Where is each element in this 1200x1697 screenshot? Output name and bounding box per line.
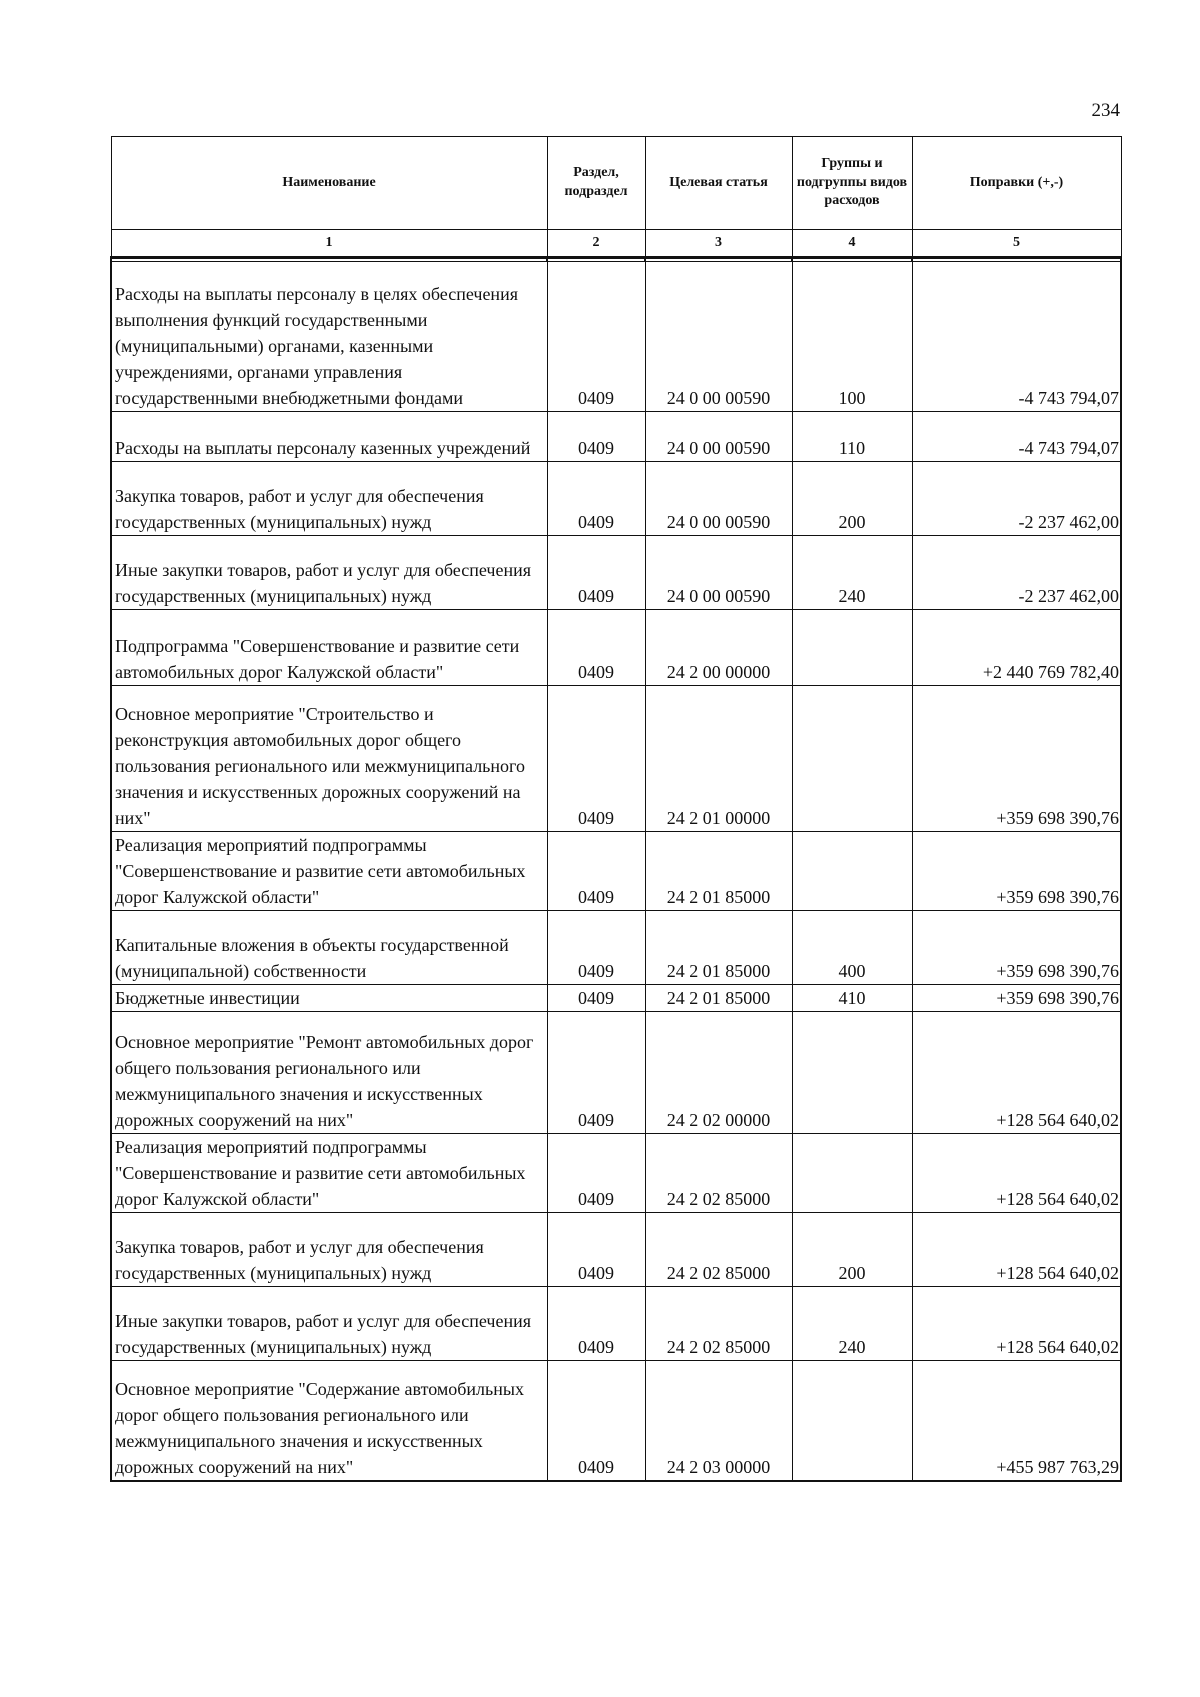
column-number: 2 bbox=[547, 230, 645, 258]
row-group bbox=[792, 1134, 912, 1213]
header-amount: Поправки (+,-) bbox=[912, 137, 1121, 230]
row-amount: +359 698 390,76 bbox=[912, 911, 1121, 985]
column-number: 4 bbox=[792, 230, 912, 258]
row-name: Расходы на выплаты персоналу в целях обеспечения выполнения функций государственными (муниципальными) органами, казенными учреждениями, органами управления государственными внебюджетными фондами bbox=[111, 262, 547, 412]
row-name: Основное мероприятие "Содержание автомобильных дорог общего пользования регионального или межмуниципального значения и искусственных дорожных сооружений на них" bbox=[111, 1361, 547, 1481]
table-row bbox=[111, 1213, 1121, 1287]
row-section: 0409 bbox=[547, 686, 645, 832]
table-row bbox=[111, 911, 1121, 985]
row-name: Расходы на выплаты персоналу казенных учреждений bbox=[111, 412, 547, 462]
row-name: Основное мероприятие "Строительство и реконструкция автомобильных дорог общего пользования регионального или межмуниципального значения и искусственных дорожных сооружений на них" bbox=[111, 686, 547, 832]
row-name: Реализация мероприятий подпрограммы "Совершенствование и развитие сети автомобильных дорог Калужской области" bbox=[111, 1134, 547, 1213]
row-name: Капитальные вложения в объекты государственной (муниципальной) собственности bbox=[111, 911, 547, 985]
row-amount: +359 698 390,76 bbox=[912, 686, 1121, 832]
row-group: 240 bbox=[792, 1287, 912, 1361]
row-group: 410 bbox=[792, 985, 912, 1012]
table-row bbox=[111, 1134, 1121, 1213]
row-target: 24 0 00 00590 bbox=[645, 536, 792, 610]
row-target: 24 2 00 00000 bbox=[645, 610, 792, 686]
budget-amendments-table bbox=[110, 136, 1122, 1482]
row-target: 24 2 02 00000 bbox=[645, 1012, 792, 1134]
row-amount: +128 564 640,02 bbox=[912, 1134, 1121, 1213]
table-row bbox=[111, 462, 1121, 536]
table-row bbox=[111, 1287, 1121, 1361]
row-amount: +128 564 640,02 bbox=[912, 1287, 1121, 1361]
table-row bbox=[111, 262, 1121, 412]
row-amount: +128 564 640,02 bbox=[912, 1213, 1121, 1287]
row-section: 0409 bbox=[547, 412, 645, 462]
row-amount: +2 440 769 782,40 bbox=[912, 610, 1121, 686]
row-name: Иные закупки товаров, работ и услуг для обеспечения государственных (муниципальных) нужд bbox=[111, 536, 547, 610]
row-amount: +455 987 763,29 bbox=[912, 1361, 1121, 1481]
row-target: 24 2 01 85000 bbox=[645, 911, 792, 985]
row-amount: +359 698 390,76 bbox=[912, 832, 1121, 911]
table-row bbox=[111, 412, 1121, 462]
row-name: Основное мероприятие "Ремонт автомобильных дорог общего пользования регионального или межмуниципального значения и искусственных дорожных сооружений на них" bbox=[111, 1012, 547, 1134]
header-group: Группы и подгруппы видов расходов bbox=[792, 137, 912, 230]
row-name: Закупка товаров, работ и услуг для обеспечения государственных (муниципальных) нужд bbox=[111, 462, 547, 536]
row-target: 24 2 01 85000 bbox=[645, 985, 792, 1012]
row-amount: +359 698 390,76 bbox=[912, 985, 1121, 1012]
row-group bbox=[792, 832, 912, 911]
row-section: 0409 bbox=[547, 985, 645, 1012]
row-amount: -2 237 462,00 bbox=[912, 462, 1121, 536]
row-target: 24 2 01 85000 bbox=[645, 832, 792, 911]
row-section: 0409 bbox=[547, 610, 645, 686]
table-header-row bbox=[111, 137, 1121, 230]
row-section: 0409 bbox=[547, 1134, 645, 1213]
row-section: 0409 bbox=[547, 1213, 645, 1287]
row-group bbox=[792, 686, 912, 832]
table-row bbox=[111, 610, 1121, 686]
row-section: 0409 bbox=[547, 1361, 645, 1481]
row-target: 24 2 02 85000 bbox=[645, 1287, 792, 1361]
row-section: 0409 bbox=[547, 1012, 645, 1134]
row-name: Реализация мероприятий подпрограммы "Совершенствование и развитие сети автомобильных дорог Калужской области" bbox=[111, 832, 547, 911]
row-target: 24 0 00 00590 bbox=[645, 462, 792, 536]
row-target: 24 2 03 00000 bbox=[645, 1361, 792, 1481]
table-row bbox=[111, 686, 1121, 832]
row-section: 0409 bbox=[547, 911, 645, 985]
column-numbers-row bbox=[111, 230, 1121, 258]
row-section: 0409 bbox=[547, 462, 645, 536]
row-name: Подпрограмма "Совершенствование и развитие сети автомобильных дорог Калужской области" bbox=[111, 610, 547, 686]
table-body bbox=[111, 258, 1121, 1481]
header-name: Наименование bbox=[111, 137, 547, 230]
column-number: 3 bbox=[645, 230, 792, 258]
row-section: 0409 bbox=[547, 536, 645, 610]
row-section: 0409 bbox=[547, 832, 645, 911]
header-target: Целевая статья bbox=[645, 137, 792, 230]
row-group: 400 bbox=[792, 911, 912, 985]
header-section: Раздел, подраздел bbox=[547, 137, 645, 230]
table-row bbox=[111, 536, 1121, 610]
row-group: 110 bbox=[792, 412, 912, 462]
row-target: 24 0 00 00590 bbox=[645, 412, 792, 462]
row-target: 24 2 01 00000 bbox=[645, 686, 792, 832]
row-name: Иные закупки товаров, работ и услуг для обеспечения государственных (муниципальных) нужд bbox=[111, 1287, 547, 1361]
row-group: 100 bbox=[792, 262, 912, 412]
row-section: 0409 bbox=[547, 262, 645, 412]
row-amount: -4 743 794,07 bbox=[912, 262, 1121, 412]
row-amount: +128 564 640,02 bbox=[912, 1012, 1121, 1134]
row-group bbox=[792, 1012, 912, 1134]
row-group: 240 bbox=[792, 536, 912, 610]
row-name: Закупка товаров, работ и услуг для обеспечения государственных (муниципальных) нужд bbox=[111, 1213, 547, 1287]
row-amount: -4 743 794,07 bbox=[912, 412, 1121, 462]
row-group bbox=[792, 610, 912, 686]
row-target: 24 2 02 85000 bbox=[645, 1213, 792, 1287]
table-row bbox=[111, 1012, 1121, 1134]
row-target: 24 0 00 00590 bbox=[645, 262, 792, 412]
column-number: 5 bbox=[912, 230, 1121, 258]
row-group: 200 bbox=[792, 462, 912, 536]
table-row bbox=[111, 832, 1121, 911]
row-group bbox=[792, 1361, 912, 1481]
row-group: 200 bbox=[792, 1213, 912, 1287]
page-number: 234 bbox=[1091, 100, 1120, 121]
table-row bbox=[111, 985, 1121, 1012]
table-row bbox=[111, 1361, 1121, 1481]
row-target: 24 2 02 85000 bbox=[645, 1134, 792, 1213]
column-number: 1 bbox=[111, 230, 547, 258]
row-name: Бюджетные инвестиции bbox=[111, 985, 547, 1012]
row-section: 0409 bbox=[547, 1287, 645, 1361]
row-amount: -2 237 462,00 bbox=[912, 536, 1121, 610]
